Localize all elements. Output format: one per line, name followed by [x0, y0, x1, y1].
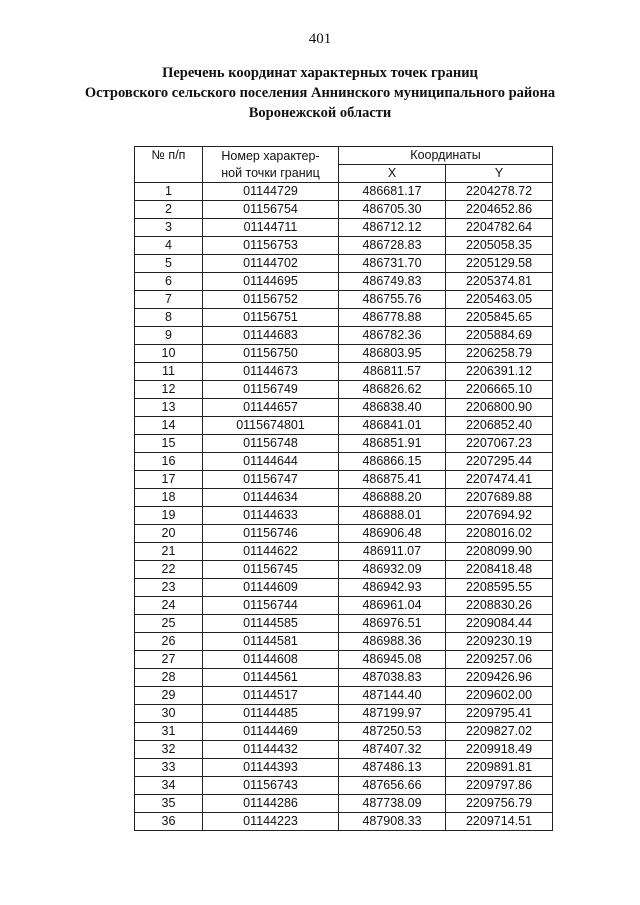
table-row — [135, 237, 553, 255]
cell-row-number: 10 — [135, 345, 203, 363]
cell-row-number: 14 — [135, 417, 203, 435]
table-row — [135, 651, 553, 669]
cell-row-number: 12 — [135, 381, 203, 399]
cell-point-number: 01144673 — [203, 363, 339, 381]
cell-y: 2209918.49 — [446, 741, 553, 759]
cell-row-number: 36 — [135, 813, 203, 831]
table-row — [135, 561, 553, 579]
cell-point-number: 01144695 — [203, 273, 339, 291]
cell-x: 486911.07 — [339, 543, 446, 561]
header-row-number: № п/п — [135, 147, 203, 183]
cell-x: 486906.48 — [339, 525, 446, 543]
cell-row-number: 22 — [135, 561, 203, 579]
cell-y: 2209756.79 — [446, 795, 553, 813]
cell-x: 486728.83 — [339, 237, 446, 255]
cell-point-number: 01156745 — [203, 561, 339, 579]
cell-y: 2208016.02 — [446, 525, 553, 543]
cell-row-number: 5 — [135, 255, 203, 273]
table-row — [135, 183, 553, 201]
cell-x: 486681.17 — [339, 183, 446, 201]
cell-row-number: 3 — [135, 219, 203, 237]
cell-y: 2204782.64 — [446, 219, 553, 237]
table-row — [135, 669, 553, 687]
table-row — [135, 381, 553, 399]
cell-point-number: 01144469 — [203, 723, 339, 741]
cell-point-number: 01156752 — [203, 291, 339, 309]
cell-x: 486888.01 — [339, 507, 446, 525]
cell-y: 2206258.79 — [446, 345, 553, 363]
cell-x: 487407.32 — [339, 741, 446, 759]
cell-row-number: 7 — [135, 291, 203, 309]
cell-row-number: 15 — [135, 435, 203, 453]
cell-y: 2206391.12 — [446, 363, 553, 381]
cell-x: 486778.88 — [339, 309, 446, 327]
cell-point-number: 01144702 — [203, 255, 339, 273]
title-line-1: Перечень координат характерных точек границ — [162, 65, 478, 81]
table-row — [135, 615, 553, 633]
cell-y: 2209426.96 — [446, 669, 553, 687]
cell-point-number: 01144633 — [203, 507, 339, 525]
table-row — [135, 417, 553, 435]
cell-point-number: 01144644 — [203, 453, 339, 471]
cell-point-number: 0115674801 — [203, 417, 339, 435]
cell-row-number: 30 — [135, 705, 203, 723]
table-row — [135, 795, 553, 813]
cell-x: 487738.09 — [339, 795, 446, 813]
table-row — [135, 273, 553, 291]
cell-y: 2209795.41 — [446, 705, 553, 723]
cell-x: 487038.83 — [339, 669, 446, 687]
cell-y: 2205463.05 — [446, 291, 553, 309]
cell-row-number: 29 — [135, 687, 203, 705]
table-row — [135, 489, 553, 507]
cell-row-number: 19 — [135, 507, 203, 525]
cell-x: 486866.15 — [339, 453, 446, 471]
table-row — [135, 705, 553, 723]
cell-row-number: 8 — [135, 309, 203, 327]
title-line-2: Островского сельского поселения Аннинского муниципального района — [84, 85, 556, 101]
table-row — [135, 687, 553, 705]
cell-point-number: 01144711 — [203, 219, 339, 237]
cell-row-number: 2 — [135, 201, 203, 219]
table-row — [135, 435, 553, 453]
cell-point-number: 01144517 — [203, 687, 339, 705]
header-x: X — [339, 165, 446, 183]
cell-row-number: 17 — [135, 471, 203, 489]
cell-row-number: 35 — [135, 795, 203, 813]
cell-point-number: 01156743 — [203, 777, 339, 795]
cell-row-number: 13 — [135, 399, 203, 417]
table-row — [135, 507, 553, 525]
cell-row-number: 18 — [135, 489, 203, 507]
cell-x: 486749.83 — [339, 273, 446, 291]
cell-x: 486932.09 — [339, 561, 446, 579]
cell-x: 486705.30 — [339, 201, 446, 219]
cell-point-number: 01156753 — [203, 237, 339, 255]
cell-y: 2205058.35 — [446, 237, 553, 255]
cell-row-number: 25 — [135, 615, 203, 633]
coordinates-table — [134, 146, 553, 831]
cell-y: 2208418.48 — [446, 561, 553, 579]
cell-x: 486942.93 — [339, 579, 446, 597]
table-row — [135, 363, 553, 381]
cell-row-number: 32 — [135, 741, 203, 759]
cell-row-number: 27 — [135, 651, 203, 669]
header-coordinates: Координаты — [339, 147, 553, 165]
cell-row-number: 1 — [135, 183, 203, 201]
cell-x: 486976.51 — [339, 615, 446, 633]
cell-row-number: 9 — [135, 327, 203, 345]
cell-y: 2209797.86 — [446, 777, 553, 795]
cell-x: 487908.33 — [339, 813, 446, 831]
title-line-3: Воронежской области — [248, 105, 392, 121]
cell-row-number: 16 — [135, 453, 203, 471]
cell-point-number: 01144432 — [203, 741, 339, 759]
cell-point-number: 01144608 — [203, 651, 339, 669]
table-row — [135, 777, 553, 795]
cell-x: 486838.40 — [339, 399, 446, 417]
table-row — [135, 327, 553, 345]
cell-x: 486945.08 — [339, 651, 446, 669]
cell-y: 2209230.19 — [446, 633, 553, 651]
cell-y: 2206800.90 — [446, 399, 553, 417]
table-row — [135, 453, 553, 471]
table-row — [135, 291, 553, 309]
cell-x: 487199.97 — [339, 705, 446, 723]
cell-point-number: 01144223 — [203, 813, 339, 831]
table-row — [135, 525, 553, 543]
cell-point-number: 01144729 — [203, 183, 339, 201]
cell-y: 2207067.23 — [446, 435, 553, 453]
cell-y: 2205374.81 — [446, 273, 553, 291]
cell-point-number: 01144581 — [203, 633, 339, 651]
header-y: Y — [446, 165, 553, 183]
cell-x: 486888.20 — [339, 489, 446, 507]
cell-point-number: 01156747 — [203, 471, 339, 489]
cell-y: 2207295.44 — [446, 453, 553, 471]
cell-point-number: 01144585 — [203, 615, 339, 633]
cell-row-number: 33 — [135, 759, 203, 777]
table-row — [135, 597, 553, 615]
cell-row-number: 6 — [135, 273, 203, 291]
cell-x: 486803.95 — [339, 345, 446, 363]
cell-point-number: 01144286 — [203, 795, 339, 813]
cell-y: 2207474.41 — [446, 471, 553, 489]
cell-point-number: 01144393 — [203, 759, 339, 777]
table-row — [135, 255, 553, 273]
cell-y: 2208595.55 — [446, 579, 553, 597]
cell-y: 2204278.72 — [446, 183, 553, 201]
cell-row-number: 24 — [135, 597, 203, 615]
cell-point-number: 01156746 — [203, 525, 339, 543]
cell-x: 487250.53 — [339, 723, 446, 741]
cell-y: 2205845.65 — [446, 309, 553, 327]
cell-x: 486782.36 — [339, 327, 446, 345]
cell-row-number: 23 — [135, 579, 203, 597]
cell-y: 2205884.69 — [446, 327, 553, 345]
cell-x: 486841.01 — [339, 417, 446, 435]
cell-y: 2207689.88 — [446, 489, 553, 507]
cell-x: 486851.91 — [339, 435, 446, 453]
cell-point-number: 01156754 — [203, 201, 339, 219]
table-row — [135, 219, 553, 237]
page-number: 401 — [308, 31, 332, 47]
cell-x: 486731.70 — [339, 255, 446, 273]
cell-point-number: 01144561 — [203, 669, 339, 687]
cell-y: 2209827.02 — [446, 723, 553, 741]
table-row — [135, 741, 553, 759]
cell-y: 2207694.92 — [446, 507, 553, 525]
cell-point-number: 01144657 — [203, 399, 339, 417]
cell-row-number: 21 — [135, 543, 203, 561]
cell-x: 486988.36 — [339, 633, 446, 651]
table-row — [135, 309, 553, 327]
cell-x: 486811.57 — [339, 363, 446, 381]
cell-y: 2204652.86 — [446, 201, 553, 219]
cell-x: 487144.40 — [339, 687, 446, 705]
cell-y: 2209257.06 — [446, 651, 553, 669]
cell-point-number: 01156748 — [203, 435, 339, 453]
cell-point-number: 01144683 — [203, 327, 339, 345]
cell-point-number: 01144634 — [203, 489, 339, 507]
cell-x: 486712.12 — [339, 219, 446, 237]
cell-y: 2208099.90 — [446, 543, 553, 561]
cell-row-number: 20 — [135, 525, 203, 543]
cell-row-number: 26 — [135, 633, 203, 651]
table-row — [135, 471, 553, 489]
table-body — [135, 183, 553, 831]
document-title — [0, 63, 640, 123]
cell-y: 2209714.51 — [446, 813, 553, 831]
cell-point-number: 01144622 — [203, 543, 339, 561]
cell-point-number: 01144609 — [203, 579, 339, 597]
cell-x: 487656.66 — [339, 777, 446, 795]
cell-y: 2206665.10 — [446, 381, 553, 399]
cell-point-number: 01156751 — [203, 309, 339, 327]
cell-row-number: 28 — [135, 669, 203, 687]
cell-point-number: 01156744 — [203, 597, 339, 615]
table-header — [135, 147, 553, 183]
cell-x: 487486.13 — [339, 759, 446, 777]
table-row — [135, 543, 553, 561]
table-row — [135, 345, 553, 363]
cell-point-number: 01156750 — [203, 345, 339, 363]
header-point-line-2: ной точки границ — [221, 165, 320, 180]
header-point-line-1: Номер характер- — [221, 148, 320, 163]
cell-y: 2208830.26 — [446, 597, 553, 615]
cell-point-number: 01156749 — [203, 381, 339, 399]
table-row — [135, 399, 553, 417]
cell-x: 486875.41 — [339, 471, 446, 489]
cell-x: 486755.76 — [339, 291, 446, 309]
cell-y: 2206852.40 — [446, 417, 553, 435]
table-row — [135, 201, 553, 219]
cell-x: 486961.04 — [339, 597, 446, 615]
cell-point-number: 01144485 — [203, 705, 339, 723]
cell-y: 2209891.81 — [446, 759, 553, 777]
cell-row-number: 31 — [135, 723, 203, 741]
table-row — [135, 759, 553, 777]
cell-row-number: 11 — [135, 363, 203, 381]
table-row — [135, 813, 553, 831]
header-point-number — [203, 147, 339, 183]
table-row — [135, 579, 553, 597]
cell-row-number: 34 — [135, 777, 203, 795]
table-row — [135, 633, 553, 651]
cell-y: 2209602.00 — [446, 687, 553, 705]
cell-x: 486826.62 — [339, 381, 446, 399]
cell-y: 2205129.58 — [446, 255, 553, 273]
cell-y: 2209084.44 — [446, 615, 553, 633]
cell-row-number: 4 — [135, 237, 203, 255]
table-row — [135, 723, 553, 741]
